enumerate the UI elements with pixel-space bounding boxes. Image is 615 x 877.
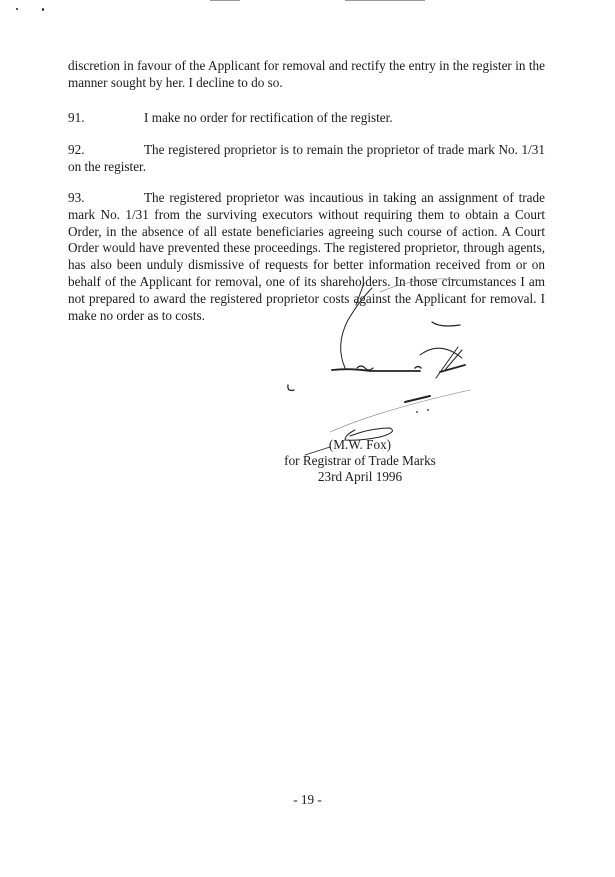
signature-date: 23rd April 1996: [317, 469, 403, 484]
signature-block: [250, 437, 470, 485]
paragraph-continuation: [68, 58, 545, 92]
page-number: - 19 -: [293, 792, 322, 807]
paragraph-text: I make no order for rectification of the register.: [144, 110, 393, 125]
paragraph-93: [68, 190, 545, 324]
scan-edge-line: [210, 0, 240, 1]
signatory-title: for Registrar of Trade Marks: [284, 453, 436, 468]
scan-speck: [42, 8, 44, 11]
paragraph-number: 92.: [68, 142, 85, 157]
paragraph-text: The registered proprietor was incautious in taking an assignment of trade mark No. 1/31 from the surviving executors without requiring them to obtain a Court Order, in the absence of all estate beneficiaries agreeing such course of action. A Court Order would have prevented these proceedings. The registered proprietor, through agents, has also been unduly dismissive of requests for better information received from or on behalf of the Applicant for removal, one of its shareholders. In those circumstances I am not prepared to award the registered proprietor costs against the Applicant for removal. I make no order as to costs.: [68, 190, 545, 323]
paragraph-91: [68, 110, 545, 127]
paragraph-number: 93.: [68, 190, 85, 205]
paragraph-92: [68, 142, 545, 176]
signatory-name: (M.W. Fox): [328, 437, 392, 452]
paragraph-number: 91.: [68, 110, 85, 125]
scan-edge-line: [345, 0, 425, 1]
scan-speck: [16, 8, 18, 10]
paragraph-text: The registered proprietor is to remain the proprietor of trade mark No. 1/31 on the register.: [68, 142, 545, 174]
paragraph-text: discretion in favour of the Applicant for removal and rectify the entry in the register in the manner sought by her. I decline to do so.: [68, 58, 545, 90]
